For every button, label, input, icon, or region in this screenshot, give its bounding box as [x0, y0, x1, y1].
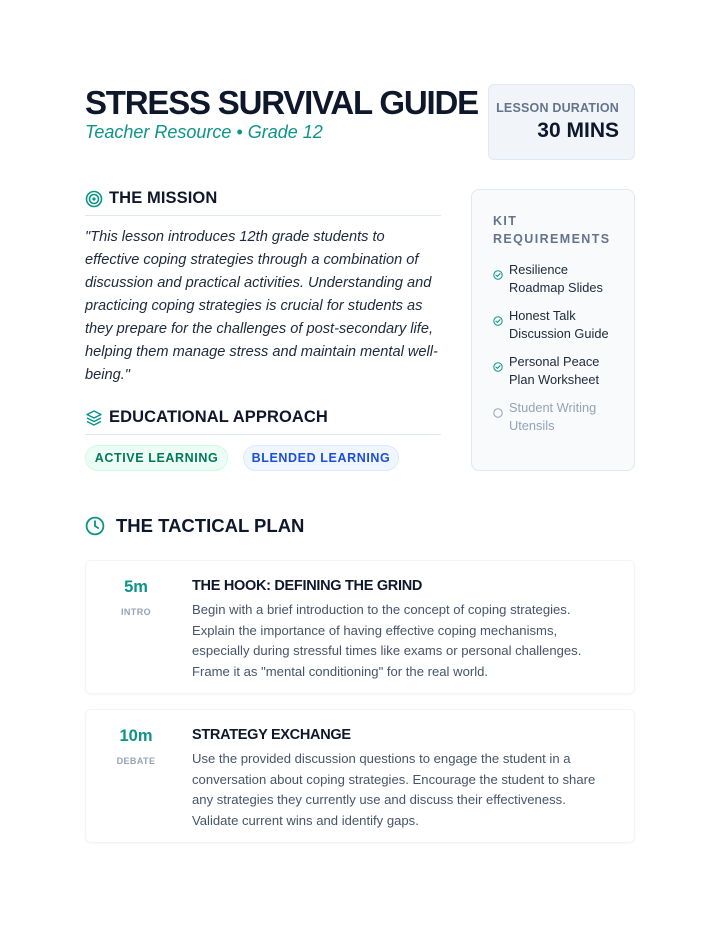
kit-item-label: Honest Talk Discussion Guide	[509, 308, 609, 341]
tag-blended-learning: BLENDED LEARNING	[243, 445, 399, 471]
mission-text: "This lesson introduces 12th grade students to effective coping strategies through a combination of discussion and practical activities. Understanding and practicing coping strategies is crucial for students as they prepare for the challenges of post-secondary life, helping them manage stress and maintain mental well-being."	[85, 229, 438, 383]
page-title: STRESS SURVIVAL GUIDE	[85, 84, 478, 121]
step-title: STRATEGY EXCHANGE	[192, 727, 351, 743]
kit-item	[493, 399, 628, 439]
kit-item-label: Personal Peace Plan Worksheet	[509, 354, 600, 387]
approach-heading: EDUCATIONAL APPROACH	[109, 408, 328, 426]
kit-item	[493, 261, 628, 301]
step-description: Use the provided discussion questions to engage the student in a conversation about coping strategies. Encourage the student to share any strategies they currently use and discuss their effectiveness. Validate current wins and identify gaps.	[192, 751, 596, 828]
tag-active-learning: ACTIVE LEARNING	[85, 445, 228, 471]
step-description: Begin with a brief introduction to the concept of coping strategies. Explain the importance of having effective coping mechanisms, especially during stressful times like exams or personal challenges. Frame it as "mental conditioning" for the real world.	[192, 602, 582, 679]
check-circle-icon	[493, 270, 503, 280]
lesson-duration-label: LESSON DURATION	[496, 101, 619, 115]
plan-step	[85, 560, 635, 694]
check-circle-icon	[493, 362, 503, 372]
kit-requirements-card	[471, 189, 635, 471]
plan-heading: THE TACTICAL PLAN	[116, 515, 305, 536]
kit-item	[493, 353, 628, 393]
check-circle-icon	[493, 316, 503, 326]
kit-item-label: Resilience Roadmap Slides	[509, 262, 603, 295]
step-kind: INTRO	[121, 607, 151, 617]
kit-item-label: Student Writing Utensils	[509, 400, 597, 433]
lesson-duration-box	[488, 84, 635, 160]
step-title: THE HOOK: DEFINING THE GRIND	[192, 578, 423, 594]
kit-item	[493, 307, 628, 347]
mission-heading: THE MISSION	[109, 189, 218, 207]
target-icon	[85, 190, 103, 208]
clock-icon	[85, 516, 105, 536]
step-time: 5m	[124, 578, 148, 596]
kit-title: KIT REQUIREMENTS	[493, 214, 611, 246]
lesson-duration-value: 30 MINS	[537, 119, 619, 142]
layers-icon	[85, 409, 103, 427]
step-kind: DEBATE	[116, 756, 156, 766]
approach-section-header	[85, 407, 441, 435]
page-subtitle: Teacher Resource • Grade 12	[85, 122, 323, 142]
step-time: 10m	[119, 727, 153, 745]
mission-section-header	[85, 188, 441, 216]
plan-step	[85, 709, 635, 843]
page-header	[85, 84, 635, 162]
empty-circle-icon	[493, 408, 503, 418]
